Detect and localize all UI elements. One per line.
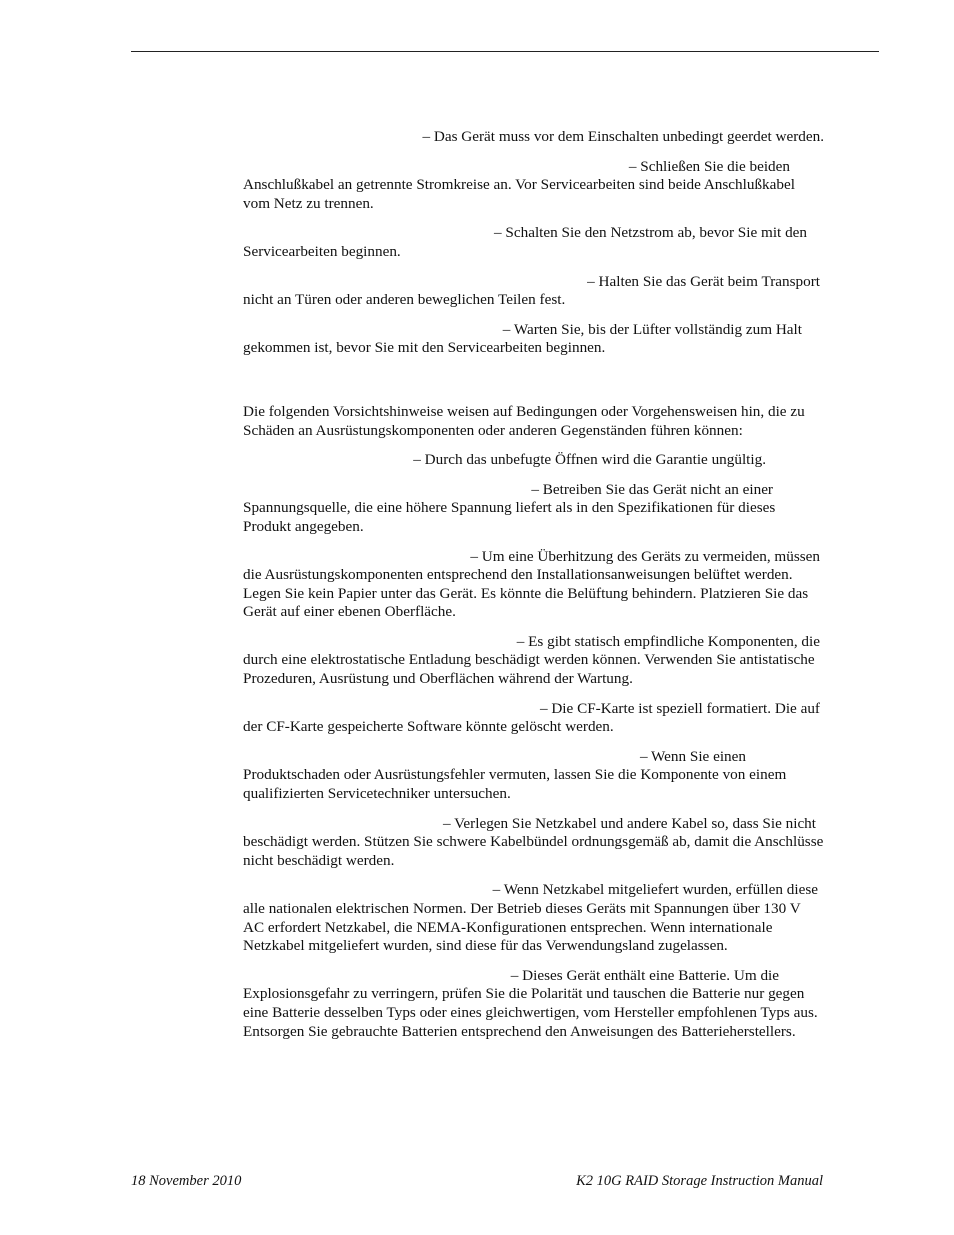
caution-lead: – Dieses Gerät enthält eine Batterie. Um die	[510, 966, 779, 984]
caution-item	[243, 881, 824, 955]
page-content	[243, 128, 824, 1052]
warning-text: gekommen ist, bevor Sie mit den Servicearbeiten beginnen.	[243, 339, 606, 357]
warning-lead: – Schalten Sie den Netzstrom ab, bevor Sie mit den	[494, 224, 807, 242]
section-gap	[243, 369, 824, 403]
caution-item	[243, 815, 824, 871]
caution-lead: – Betreiben Sie das Gerät nicht an einer	[531, 480, 773, 498]
warning-text: Anschlußkabel an getrennte Stromkreise an. Vor Servicearbeiten sind beide Anschlußkabel vom Netz zu trennen.	[243, 176, 795, 212]
caution-text: der CF-Karte gespeicherte Software könnte gelöscht werden.	[243, 718, 614, 736]
caution-text: Explosionsgefahr zu verringern, prüfen Sie die Polarität und tauschen die Batterie nur gegen eine Batterie desselben Typs oder eines gleichwertigen, vom Hersteller empfohlenen Typs aus. Entsorgen Sie gebrauchte Batterien entsprechend den Anweisungen des Batterieherstellers.	[243, 985, 818, 1040]
warning-text: nicht an Türen oder anderen beweglichen Teilen fest.	[243, 291, 566, 309]
warning-lead: – Das Gerät muss vor dem Einschalten unbedingt geerdet werden.	[422, 128, 824, 145]
footer-manual-title: K2 10G RAID Storage Instruction Manual	[576, 1173, 823, 1189]
footer-date: 18 November 2010	[131, 1173, 242, 1189]
header-rule	[131, 51, 879, 52]
caution-lead: – Durch das unbefugte Öffnen wird die Garantie ungültig.	[413, 451, 766, 469]
caution-text: durch eine elektrostatische Entladung beschädigt werden können. Verwenden Sie antistatische Prozeduren, Ausrüstung und Oberflächen während der Wartung.	[243, 651, 815, 688]
warnings-list	[243, 128, 824, 358]
caution-lead: – Die CF-Karte ist speziell formatiert. Die auf	[539, 699, 820, 717]
cautions-intro: Die folgenden Vorsichtshinweise weisen auf Bedingungen oder Vorgehensweisen hin, die zu Schäden an Ausrüstungskomponenten oder anderen Gegenständen führen können:	[243, 402, 805, 439]
warning-lead: – Warten Sie, bis der Lüfter vollständig zum Halt	[502, 320, 802, 338]
caution-item	[243, 451, 824, 470]
caution-text: die Ausrüstungskomponenten entsprechend den Installationsanweisungen belüftet werden. Legen Sie kein Papier unter das Gerät. Es könnte die Belüftung behindern. Platzieren Sie das Gerät auf einer ebenen Oberfläche.	[243, 566, 809, 621]
caution-text: Produktschaden oder Ausrüstungsfehler vermuten, lassen Sie die Komponente von einem qualifizierten Servicetechniker untersuchen.	[243, 766, 787, 803]
caution-item	[243, 548, 824, 622]
caution-lead: – Um eine Überhitzung des Geräts zu vermeiden, müssen	[470, 547, 820, 565]
caution-text: alle nationalen elektrischen Normen. Der Betrieb dieses Geräts mit Spannungen über 130 V AC erfordert Netzkabel, die NEMA-Konfigurationen entsprechen. Wenn internationale Netzkabel mitgeliefert wurden, sind diese für das Verwendungsland zugelassen.	[243, 900, 801, 955]
caution-lead: – Wenn Netzkabel mitgeliefert wurden, erfüllen diese	[492, 881, 818, 899]
caution-item	[243, 633, 824, 689]
caution-item	[243, 748, 824, 804]
caution-item	[243, 967, 824, 1041]
warning-item	[243, 224, 824, 261]
warning-item	[243, 321, 824, 358]
caution-item	[243, 700, 824, 737]
caution-lead: – Verlegen Sie Netzkabel und andere Kabel so, dass Sie nicht	[443, 814, 816, 832]
warning-item	[243, 158, 824, 214]
warning-item	[243, 128, 824, 147]
caution-text: Spannungsquelle, die eine höhere Spannung liefert als in den Spezifikationen für dieses Produkt angegeben.	[243, 499, 776, 535]
warning-lead: – Schließen Sie die beiden	[628, 157, 790, 175]
cautions-list	[243, 451, 824, 1041]
caution-lead: – Wenn Sie einen	[639, 747, 746, 765]
warning-lead: – Halten Sie das Gerät beim Transport	[587, 272, 820, 290]
warning-item	[243, 273, 824, 310]
caution-lead: – Es gibt statisch empfindliche Komponenten, die	[516, 632, 820, 650]
caution-text: beschädigt werden. Stützen Sie schwere Kabelbündel ordnungsgemäß ab, damit die Anschlüsse nicht beschädigt werden.	[243, 833, 824, 869]
caution-item	[243, 481, 824, 537]
warning-text: Servicearbeiten beginnen.	[243, 242, 401, 260]
